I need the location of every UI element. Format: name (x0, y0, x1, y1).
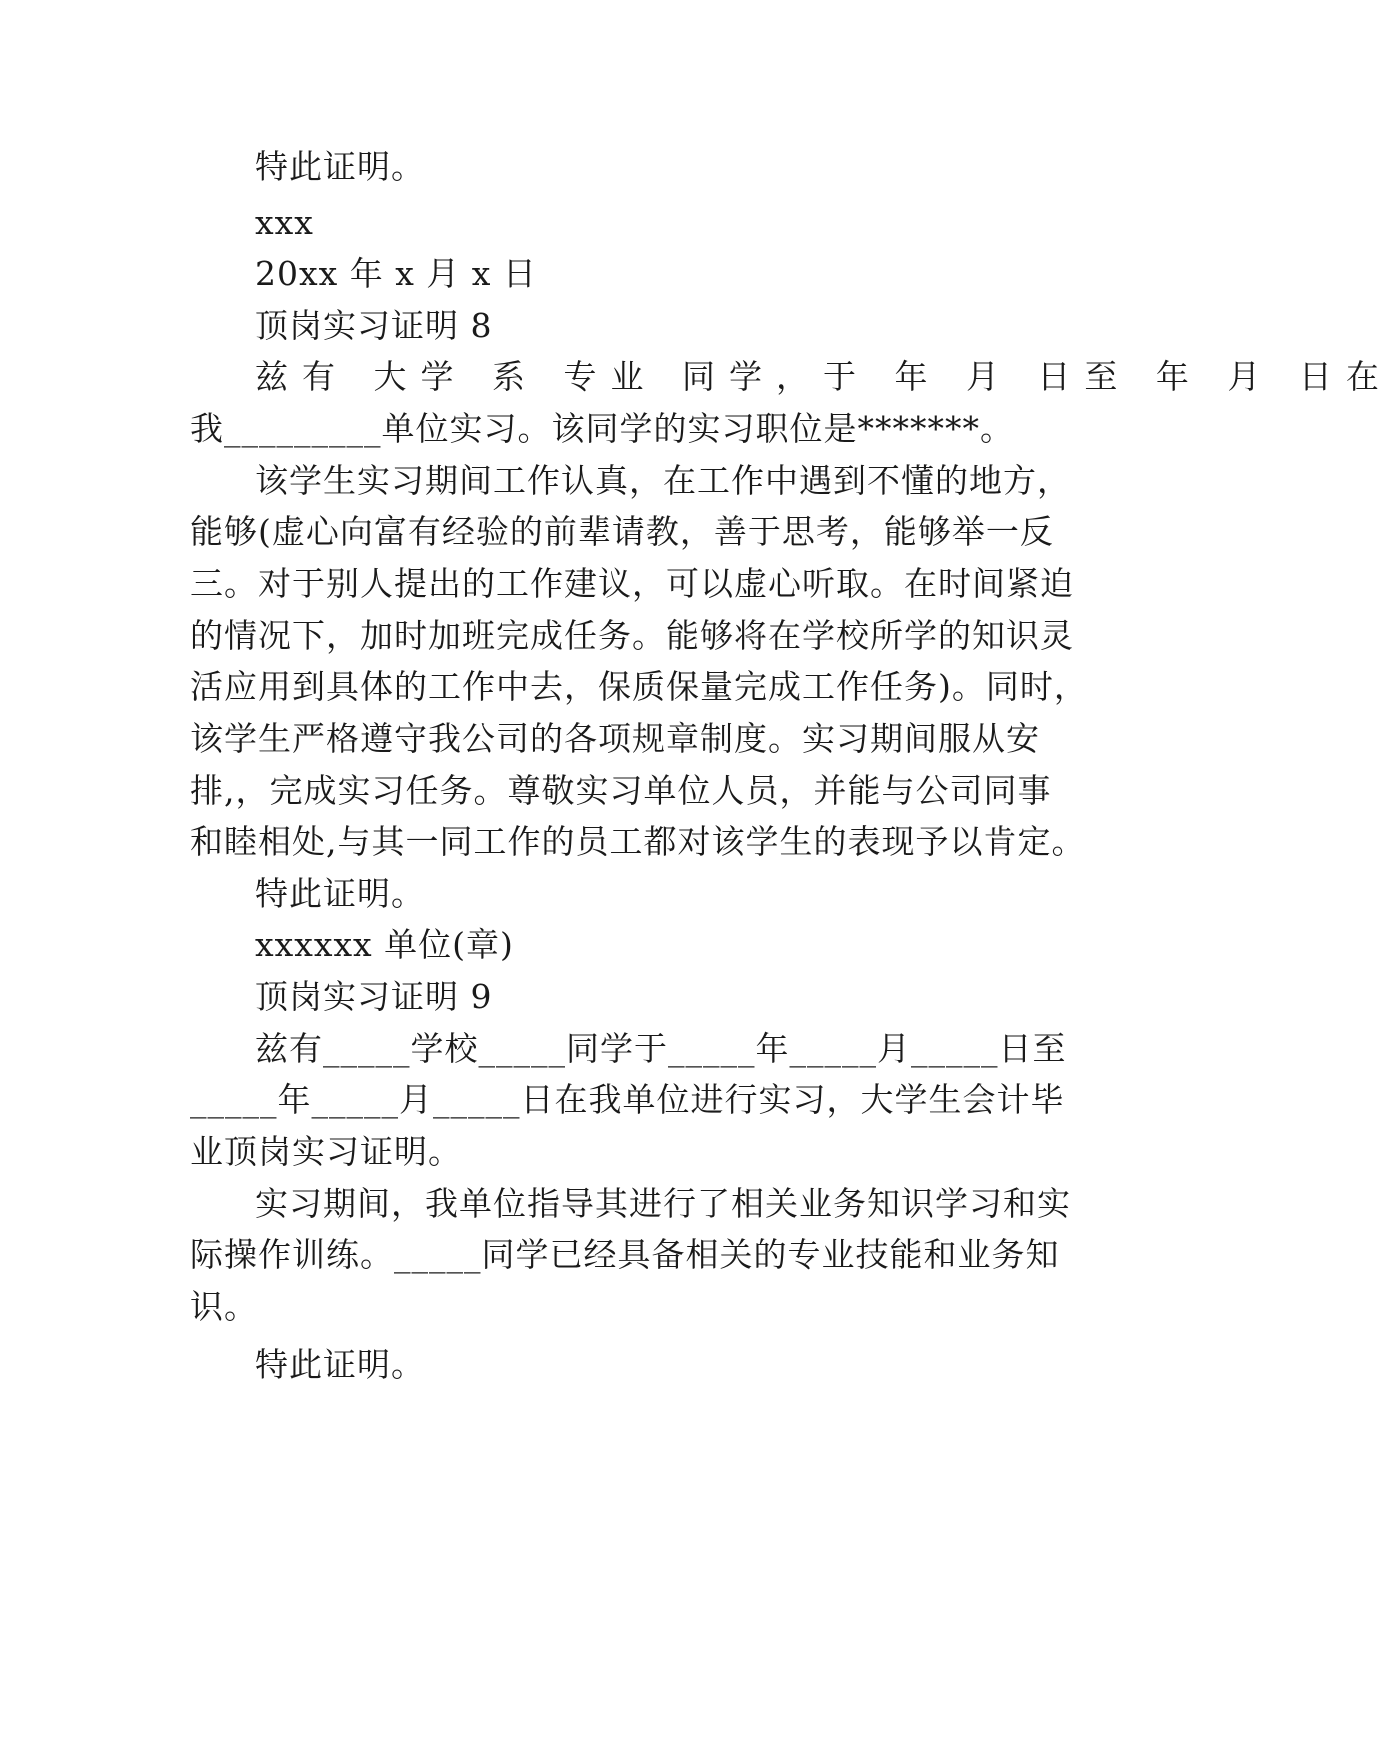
paragraph-line: 的情况下，加时加班完成任务。能够将在学校所学的知识灵 (190, 616, 1074, 655)
paragraph-line: _____年_____月_____日在我单位进行实习，大学生会计毕 (190, 1080, 1065, 1119)
paragraph-line: 三。对于别人提出的工作建议，可以虚心听取。在时间紧迫 (190, 564, 1074, 603)
paragraph-line: 识。 (190, 1287, 258, 1326)
closing-certify-2: 特此证明。 (255, 874, 425, 913)
paragraph-line: 该学生实习期间工作认真，在工作中遇到不懂的地方， (255, 461, 1071, 500)
closing-certify-1: 特此证明。 (255, 147, 425, 186)
paragraph-line: 兹有 大学 系 专业 同学，于 年 月 日至 年 月 日在 (255, 357, 1393, 396)
paragraph-line: 和睦相处,与其一同工作的员工都对该学生的表现予以肯定。 (190, 822, 1086, 861)
paragraph-line: 际操作训练。_____同学已经具备相关的专业技能和业务知 (190, 1235, 1060, 1274)
paragraph-line: 实习期间，我单位指导其进行了相关业务知识学习和实 (255, 1184, 1071, 1223)
paragraph-line: 活应用到具体的工作中去，保质保量完成工作任务)。同时， (190, 667, 1088, 706)
paragraph-line: 业顶岗实习证明。 (190, 1132, 462, 1171)
date-line-1: 20xx 年 x 月 x 日 (255, 254, 537, 293)
paragraph-line: 我_________单位实习。该同学的实习职位是*******。 (190, 409, 1014, 448)
section-title-9: 顶岗实习证明 9 (255, 977, 493, 1016)
closing-certify-3: 特此证明。 (255, 1345, 425, 1384)
paragraph-line: 能够(虚心向富有经验的前辈请教，善于思考，能够举一反 (190, 512, 1054, 551)
paragraph-line: 该学生严格遵守我公司的各项规章制度。实习期间服从安 (190, 719, 1040, 758)
paragraph-line: 排,，完成实习任务。尊敬实习单位人员，并能与公司同事 (190, 771, 1052, 810)
section-title-8: 顶岗实习证明 8 (255, 306, 493, 345)
signature-name-1: xxx (255, 203, 314, 242)
paragraph-line: 兹有_____学校_____同学于_____年_____月_____日至 (255, 1029, 1067, 1068)
unit-seal-line: xxxxxx 单位(章) (255, 925, 514, 964)
